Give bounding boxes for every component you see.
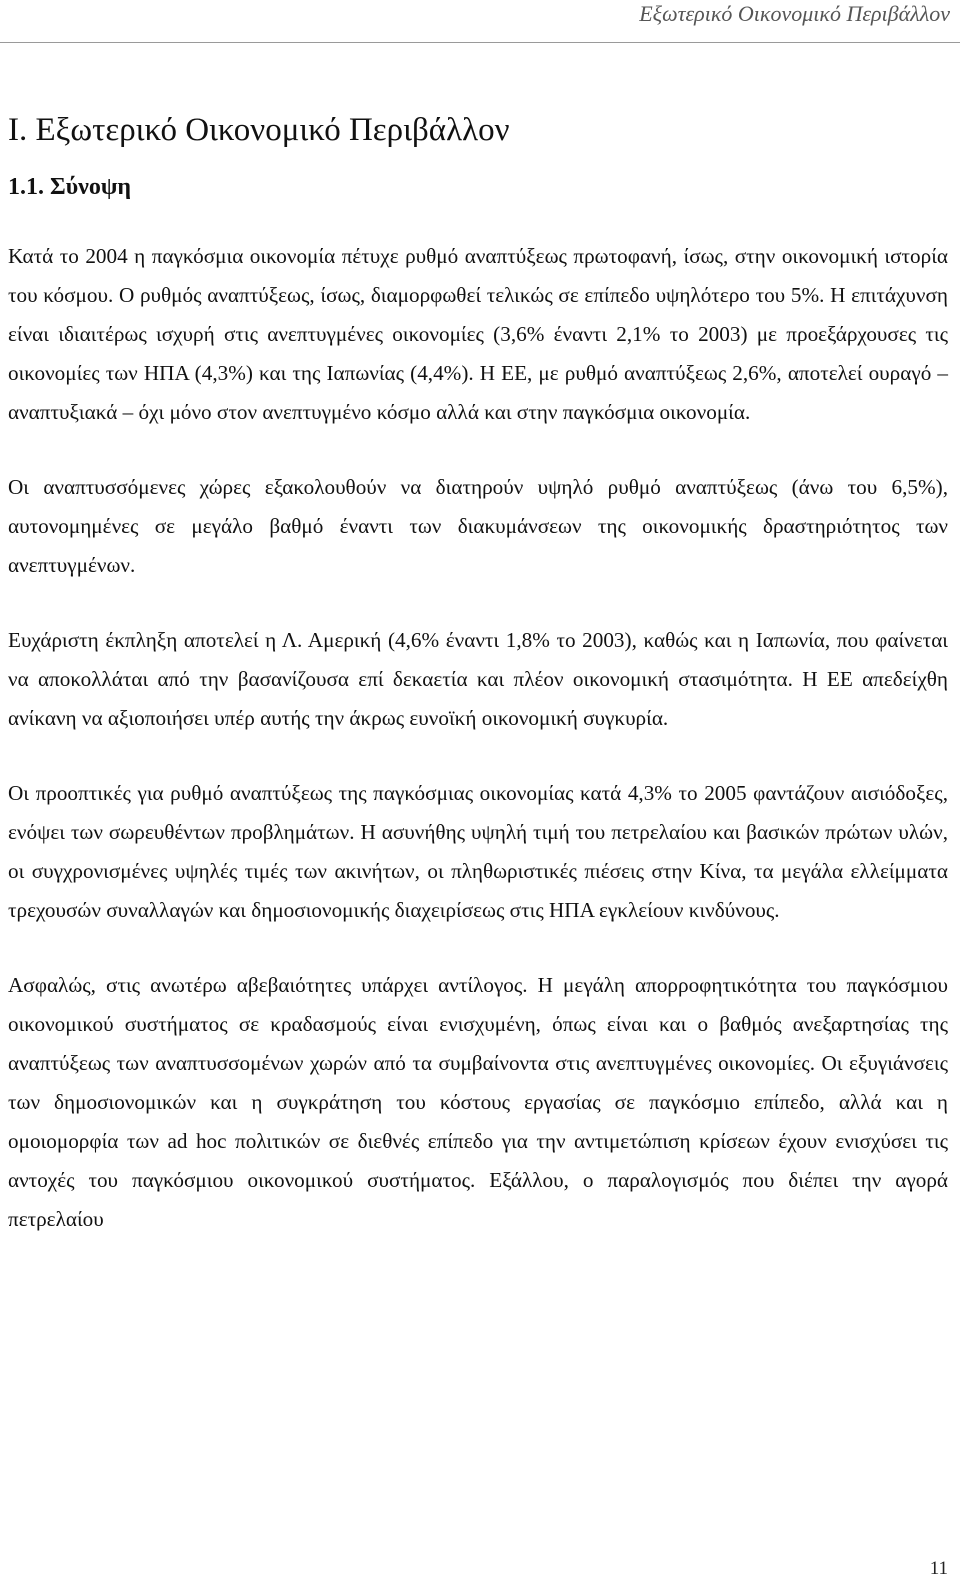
page-number: 11 [929, 1558, 948, 1579]
paragraph: Οι προοπτικές για ρυθμό αναπτύξεως της παγκόσμιας οικονομίας κατά 4,3% το 2005 φαντάζουν αισιόδοξες, ενόψει των σωρευθέντων προβλημάτων. Η ασυνήθης υψηλή τιμή του πετρελαίου και βασικών πρώτων υλών, οι συγχρονισμένες υψηλές τιμές των ακινήτων, οι πληθωριστικές πιέσεις στην Κίνα, τα μεγάλα ελλείμματα τρεχουσών συναλλαγών και δημοσιονομικής διαχειρίσεως στις ΗΠΑ εγκλείουν κινδύνους. [8, 781, 948, 922]
paragraph: Ευχάριστη έκπληξη αποτελεί η Λ. Αμερική (4,6% έναντι 1,8% το 2003), καθώς και η Ιαπωνία, που φαίνεται να αποκολλάται από την βασανίζουσα επί δεκαετία και πλέον οικονομική στασιμότητα. Η ΕΕ απεδείχθη ανίκανη να αξιοποιήσει υπέρ αυτής την άκρως ευνοϊκή οικονομική συγκυρία. [8, 628, 948, 730]
chapter-title: I. Εξωτερικό Οικονομικό Περιβάλλον [8, 112, 510, 148]
paragraph: Κατά το 2004 η παγκόσμια οικονομία πέτυχε ρυθμό αναπτύξεως πρωτοφανή, ίσως, στην οικονομική ιστορία του κόσμου. Ο ρυθμός αναπτύξεως, ίσως, διαμορφωθεί τελικώς σε επίπεδο υψηλότερο του 5%. Η επιτάχυνση είναι ιδιαιτέρως ισχυρή στις ανεπτυγμένες οικονομίες (3,6% έναντι 2,1% το 2003) με προεξάρχουσες τις οικονομίες των ΗΠΑ (4,3%) και της Ιαπωνίας (4,4%). Η ΕΕ, με ρυθμό αναπτύξεως 2,6%, αποτελεί ουραγό – αναπτυξιακά – όχι μόνο στον ανεπτυγμένο κόσμο αλλά και στην παγκόσμια οικονομία. [8, 244, 948, 424]
paragraph: Οι αναπτυσσόμενες χώρες εξακολουθούν να διατηρούν υψηλό ρυθμό αναπτύξεως (άνω του 6,5%), αυτονομημένες σε μεγάλο βαθμό έναντι των διακυμάνσεων της οικονομικής δραστηριότητος των ανεπτυγμένων. [8, 475, 948, 577]
section-title: 1.1. Σύνοψη [8, 174, 132, 200]
running-header-title: Εξωτερικό Οικονομικό Περιβάλλον [639, 1, 950, 26]
paragraph: Ασφαλώς, στις ανωτέρω αβεβαιότητες υπάρχει αντίλογος. Η μεγάλη απορροφητικότητα του παγκόσμιου οικονομικού συστήματος σε κραδασμούς είναι ενισχυμένη, όπως είναι και ο βαθμός ανεξαρτησίας της αναπτύξεως των αναπτυσσομένων χωρών από τα συμβαίνοντα στις ανεπτυγμένες οικονομίες. Οι εξυγιάνσεις των δημοσιονομικών και η συγκράτηση του κόστους εργασίας σε παγκόσμιο επίπεδο, αλλά και η ομοιομορφία των ad hoc πολιτικών σε διεθνές επίπεδο για την αντιμετώπιση κρίσεων έχουν ενισχύσει τις αντοχές του παγκόσμιου οικονομικού συστήματος. Εξάλλου, ο παραλογισμός που διέπει την αγορά πετρελαίου [8, 973, 948, 1231]
running-header [0, 0, 960, 43]
page-content [8, 104, 948, 1275]
body-text [8, 237, 948, 1239]
